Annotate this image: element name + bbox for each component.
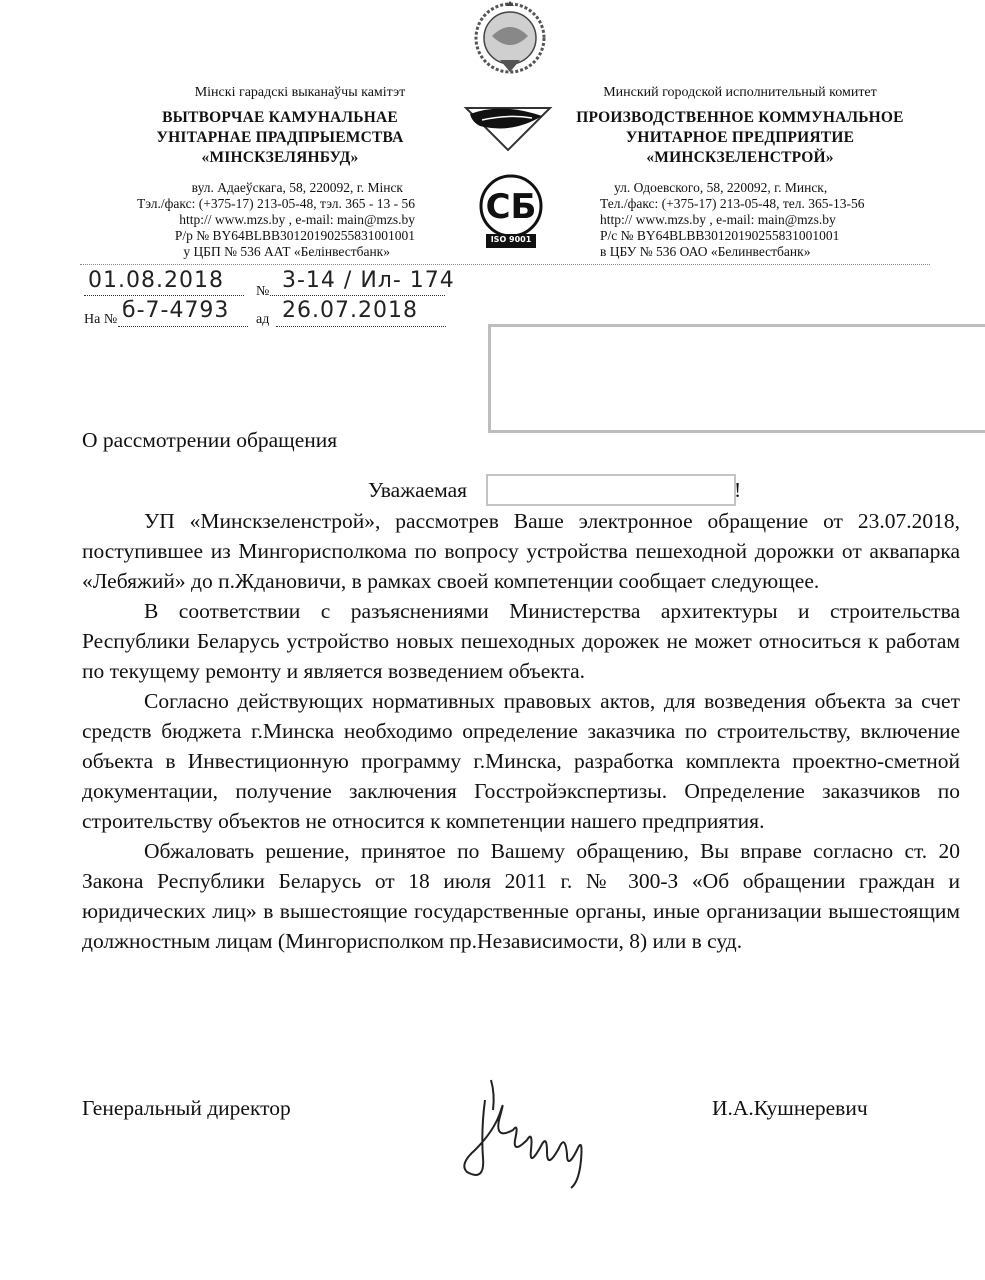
subject-line: О рассмотрении обращения — [82, 428, 338, 452]
org-title-ru — [560, 108, 920, 168]
header-divider — [80, 264, 930, 265]
address-line: Р/р № BY64BLBB30120190255831001001 — [174, 228, 415, 243]
address-line: http:// www.mzs.by , e-mail: main@mzs.by — [179, 212, 415, 227]
signer-position: Генеральный директор — [82, 1096, 291, 1120]
outgoing-number-label: № — [256, 284, 270, 299]
org-title-line: «МИНСКЗЕЛЕНСТРОЙ» — [646, 149, 834, 166]
org-title-line: УНИТАРНОЕ ПРЕДПРИЯТИЕ — [625, 129, 855, 146]
body-paragraph: Обжаловать решение, принятое по Вашему обращению, Вы вправе согласно ст. 20 Закона Республики Беларусь от 18 июля 2011 г. № 300-З «Об обращении граждан и юридических лиц» в вышестоящие государственные органы, иные организации вышестоящим должностным лицам (Мингорисполком пр.Независимости, 8) или в суд. — [82, 839, 960, 953]
org-title-line: УНІТАРНАЕ ПРАДПРЫЕМСТВА — [156, 129, 404, 146]
reference-date-line — [276, 326, 446, 327]
address-line: ул. Одоевского, 58, 220092, г. Минск, — [614, 180, 828, 195]
org-parent-be: Мінскі гарадскі выканаўчы камітэт — [194, 85, 406, 100]
letter-body — [82, 506, 960, 956]
address-line: Р/с № BY64BLBB30120190255831001001 — [600, 228, 840, 243]
address-line: у ЦБП № 536 ААТ «Белінвестбанк» — [183, 244, 390, 259]
redacted-recipient-box — [488, 324, 985, 433]
outgoing-number: 3-14 / Ил- 174 — [282, 268, 455, 293]
reference-date: 26.07.2018 — [282, 298, 418, 323]
body-paragraph: В соответствии с разъяснениями Министерства архитектуры и строительства Республики Беларусь устройство новых пешеходных дорожек не может относиться к работам по текущему ремонту и является возведением объекта. — [82, 599, 960, 683]
salutation-mark: ! — [734, 478, 742, 502]
org-title-be — [120, 108, 440, 168]
outgoing-number-line — [270, 295, 445, 296]
outgoing-date-line — [84, 295, 244, 296]
coat-of-arms-emblem — [470, 0, 550, 80]
handwritten-signature — [455, 1070, 615, 1190]
org-title-line: ПРОИЗВОДСТВЕННОЕ КОММУНАЛЬНОЕ — [576, 109, 904, 126]
org-address-ru — [600, 180, 900, 260]
org-parent-ru: Минский городской исполнительный комитет — [603, 85, 877, 100]
org-address-be — [90, 180, 415, 260]
address-line: вул. Адаеўскага, 58, 220092, г. Мінск — [191, 180, 403, 195]
redacted-name-box — [486, 474, 736, 506]
svg-text:СБ: СБ — [485, 187, 537, 227]
salutation — [368, 478, 467, 503]
body-paragraph: УП «Минскзеленстрой», рассмотрев Ваше электронное обращение от 23.07.2018, поступившее из Мингорисполкома по вопросу устройства пешеходной дорожки от аквапарка «Лебяжий» до п.Ждановичи, в рамках своей компетенции сообщает следующее. — [82, 509, 960, 593]
body-paragraph: Согласно действующих нормативных правовых актов, для возведения объекта за счет средств бюджета г.Минска необходимо определение заказчика по строительству, включение объекта в Инвестиционную программу г.Минска, разработка комплекта проектно-сметной документации, получение заключения Госстройэкспертизы. Определение заказчиков по строительству объектов не относится к компетенции нашего предприятия. — [82, 689, 960, 833]
iso-label: ISO 9001 — [490, 235, 532, 244]
reference-from-label: ад — [256, 312, 270, 327]
leaf-triangle-logo — [462, 104, 554, 152]
reference-number: б-7-4793 — [122, 298, 230, 323]
outgoing-date: 01.08.2018 — [88, 268, 224, 293]
address-line: http:// www.mzs.by , e-mail: main@mzs.by — [600, 212, 836, 227]
reference-number-label: На № — [84, 312, 118, 327]
reference-number-line — [118, 326, 248, 327]
signer-name: И.А.Кушнеревич — [712, 1096, 868, 1120]
org-title-line: ВЫТВОРЧАЕ КАМУНАЛЬНАЕ — [162, 109, 398, 126]
address-line: Тел./факс: (+375-17) 213-05-48, тел. 365-13-56 — [600, 196, 865, 211]
address-line: в ЦБУ № 536 ОАО «Белинвестбанк» — [600, 244, 811, 259]
org-title-line: «МІНСКЗЕЛЯНБУД» — [201, 149, 359, 166]
address-line: Тэл./факс: (+375-17) 213-05-48, тэл. 365 - 13 - 56 — [137, 196, 415, 211]
salutation-text: Уважаемая — [368, 478, 468, 502]
